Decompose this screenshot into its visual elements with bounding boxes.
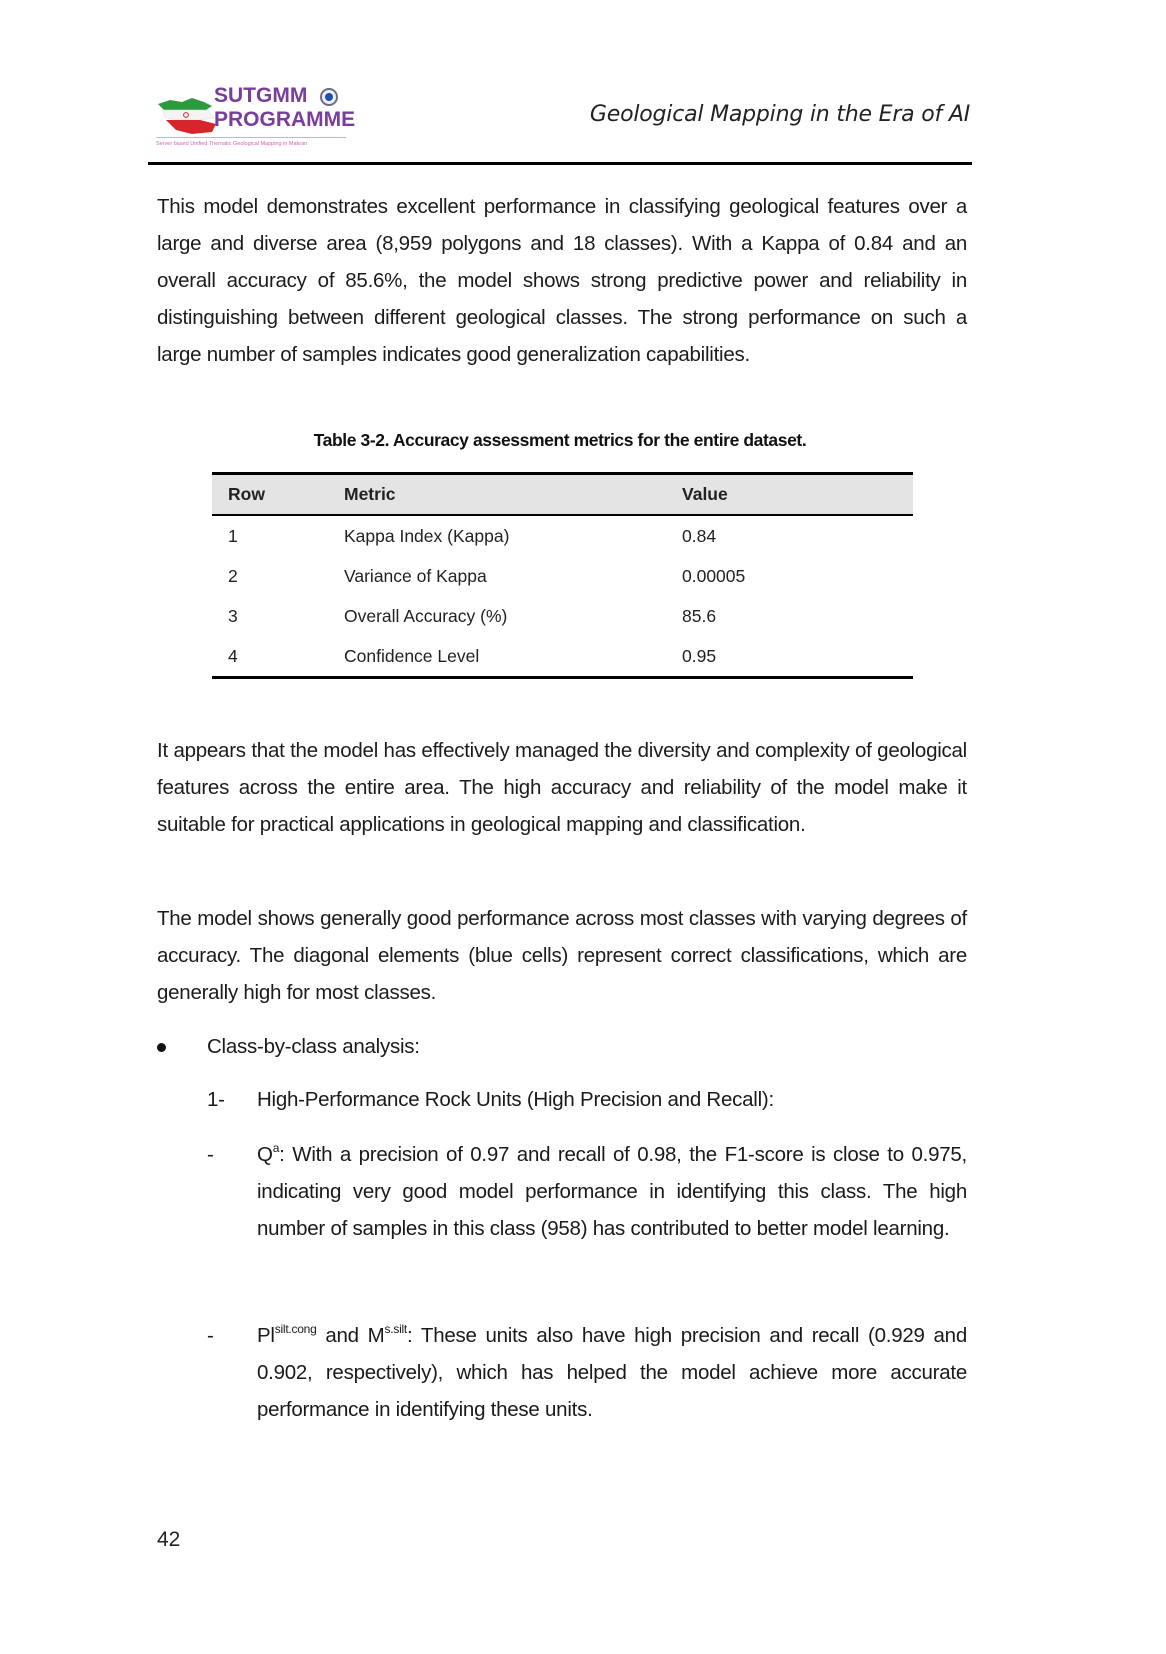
cell-metric: Kappa Index (Kappa) bbox=[344, 525, 510, 546]
numbered-item-text: High-Performance Rock Units (High Precision and Recall): bbox=[257, 1088, 774, 1111]
page-number: 42 bbox=[157, 1528, 181, 1551]
column-header-metric: Metric bbox=[328, 474, 666, 516]
cell-metric: Variance of Kappa bbox=[344, 565, 487, 586]
table-header-row bbox=[212, 474, 913, 516]
paragraph-class-performance: The model shows generally good performance across most classes with varying degrees of accuracy. The diagonal elements (blue cells) represent correct classifications, which are generally high for most classes. bbox=[157, 907, 967, 1004]
column-header-value: Value bbox=[666, 474, 913, 516]
unit-symbol: M bbox=[367, 1324, 385, 1347]
cell-value: 0.84 bbox=[682, 525, 717, 546]
table-row bbox=[212, 515, 913, 556]
cell-row: 4 bbox=[212, 636, 328, 678]
running-title: Geological Mapping in the Era of AI bbox=[589, 102, 970, 127]
unit-superscript: a bbox=[272, 1141, 280, 1155]
connector-text: and bbox=[316, 1324, 368, 1347]
table-row bbox=[212, 636, 913, 678]
dash-item-description: : These units also have high precision and recall (0.929 and 0.902, respectively), which has helped the model achieve more accurate performance in identifying these units. bbox=[257, 1324, 967, 1421]
unit-superscript: s.silt bbox=[384, 1322, 407, 1336]
paragraph-model-performance: This model demonstrates excellent performance in classifying geological features over a large and diverse area (8,959 polygons and 18 classes). With a Kappa of 0.84 and an overall accuracy of 85.6%, the model shows strong predictive power and reliability in distinguishing between different geological classes. The strong performance on such a large number of samples indicates good generalization capabilities. bbox=[157, 195, 967, 366]
list-number: 1- bbox=[207, 1088, 225, 1111]
sutgmm-logo bbox=[156, 84, 356, 156]
logo-title: SUTGMM PROGRAMME bbox=[214, 84, 356, 131]
dash-item-text bbox=[257, 1317, 967, 1428]
cell-value: 0.95 bbox=[666, 636, 913, 678]
unit-superscript: silt.cong bbox=[274, 1322, 317, 1336]
dash-marker: - bbox=[207, 1324, 214, 1347]
table-row bbox=[212, 556, 913, 596]
unit-symbol: Q bbox=[257, 1143, 273, 1166]
cell-row: 3 bbox=[228, 605, 238, 626]
cell-value: 0.00005 bbox=[682, 565, 746, 586]
cell-value: 85.6 bbox=[682, 605, 717, 626]
column-header-row: Row bbox=[212, 474, 328, 516]
cell-row: 1 bbox=[228, 525, 238, 546]
bullet-text: Class-by-class analysis: bbox=[207, 1035, 420, 1058]
cell-row: 2 bbox=[228, 565, 238, 586]
cell-metric: Confidence Level bbox=[328, 636, 666, 678]
organization-emblem-icon bbox=[320, 88, 338, 106]
accuracy-metrics-table bbox=[212, 472, 913, 679]
logo-subtitle: Server based Unified Thematic Geological Mapping in Makran bbox=[156, 141, 308, 147]
dash-item-text bbox=[257, 1136, 967, 1247]
table-row bbox=[212, 596, 913, 636]
header-rule bbox=[148, 162, 972, 165]
unit-symbol: Pl bbox=[257, 1324, 275, 1347]
cell-metric: Overall Accuracy (%) bbox=[344, 605, 508, 626]
bullet-dot-icon bbox=[157, 1043, 166, 1052]
table-caption: Table 3-2. Accuracy assessment metrics for the entire dataset. bbox=[313, 430, 807, 450]
dash-marker: - bbox=[207, 1143, 214, 1166]
logo-divider bbox=[156, 137, 346, 138]
paragraph-model-suitability: It appears that the model has effectively managed the diversity and complexity of geological features across the entire area. The high accuracy and reliability of the model make it suitable for practical applications in geological mapping and classification. bbox=[157, 739, 967, 836]
iran-flag-map-icon bbox=[156, 94, 218, 138]
dash-item-description: : With a precision of 0.97 and recall of 0.98, the F1-score is close to 0.975, indicating very good model performance in identifying this class. The high number of samples in this class (958) has contributed to better model learning. bbox=[257, 1143, 967, 1240]
